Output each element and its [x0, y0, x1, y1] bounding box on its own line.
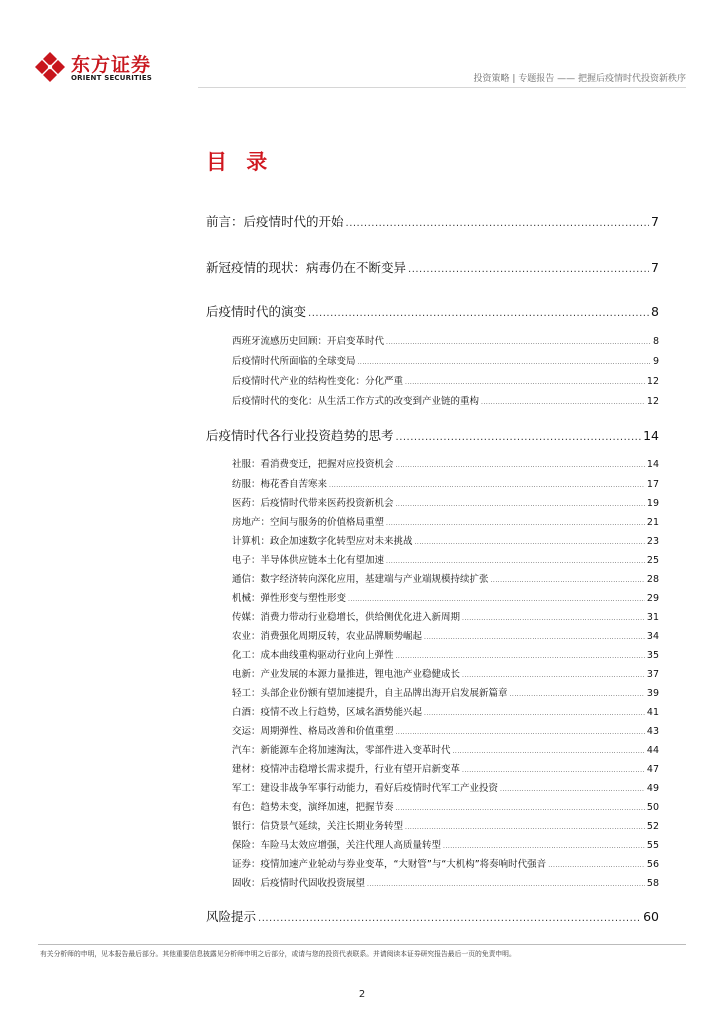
toc-subentry[interactable]: 汽车：新能源车企将加速淘汰，零部件进入变革时代 ..... 44	[232, 742, 659, 756]
toc-subentry[interactable]: 通信：数字经济转向深化应用，基建端与产业端规模持续扩张 ..... 28	[232, 571, 659, 585]
toc-subentry[interactable]: 后疫情时代产业的结构性变化：分化严重 ..... 12	[232, 373, 659, 387]
toc-subentry[interactable]: 后疫情时代所面临的全球变局 ..... 9	[232, 353, 659, 367]
company-logo	[33, 50, 163, 86]
toc-entry[interactable]: 风险提示 ..... 60	[206, 907, 659, 925]
page-header	[0, 0, 724, 90]
toc-subentry[interactable]: 医药：后疫情时代带来医药投资新机会 ..... 19	[232, 495, 659, 509]
toc-title: 目 录	[206, 150, 274, 174]
breadcrumb: 投资策略 | 专题报告 —— 把握后疫情时代投资新秩序	[473, 74, 686, 84]
footer-divider	[38, 944, 686, 945]
toc-entry[interactable]: 后疫情时代的演变 ..... 8	[206, 302, 659, 320]
toc-subentry[interactable]: 机械：弹性形变与塑性形变 ..... 29	[232, 590, 659, 604]
toc-subentry[interactable]: 轻工：头部企业份额有望加速提升，自主品牌出海开启发展新篇章 ..... 39	[232, 685, 659, 699]
toc-subentry[interactable]: 化工：成本曲线重构驱动行业向上弹性 ..... 35	[232, 647, 659, 661]
toc-entry[interactable]: 前言：后疫情时代的开始 ..... 7	[206, 212, 659, 230]
toc-subentry[interactable]: 证券：疫情加速产业轮动与券业变革，“大财管”与“大机构”将奏响时代强音 ..... 56	[232, 856, 659, 870]
toc-subentry[interactable]: 电子：半导体供应链本土化有望加速 ..... 25	[232, 552, 659, 566]
toc-subentry[interactable]: 传媒：消费力带动行业稳增长，供给侧优化进入新周期 ..... 31	[232, 609, 659, 623]
toc-subentry[interactable]: 保险：车险马太效应增强，关注代理人高质量转型 ..... 55	[232, 837, 659, 851]
toc-entry[interactable]: 后疫情时代各行业投资趋势的思考 ..... 14	[206, 426, 659, 444]
logo-english-name: ORIENT SECURITIES	[71, 74, 153, 82]
footer-disclaimer: 有关分析师的申明，见本报告最后部分。其他重要信息披露见分析师申明之后部分，或请与您的投资代表联系。并请阅读本证券研究报告最后一页的免责申明。	[40, 950, 516, 958]
toc-subentry[interactable]: 社服：看消费变迁，把握对应投资机会 ..... 14	[232, 456, 659, 470]
toc-subentry[interactable]: 交运：周期弹性、格局改善和价值重塑 ..... 43	[232, 723, 659, 737]
toc-subentry[interactable]: 纺服：梅花香自苦寒来 ..... 17	[232, 476, 659, 490]
toc-subentry[interactable]: 电新：产业发展的本源力量推进，锂电池产业稳健成长 ..... 37	[232, 666, 659, 680]
toc-subentry[interactable]: 西班牙流感历史回顾：开启变革时代 ..... 8	[232, 333, 659, 347]
logo-chinese-name: 东方证券	[71, 54, 152, 76]
toc-subentry[interactable]: 军工：建设非战争军事行动能力，看好后疫情时代军工产业投资 ..... 49	[232, 780, 659, 794]
toc-subentry[interactable]: 建材：疫情冲击稳增长需求提升，行业有望开启新变革 ..... 47	[232, 761, 659, 775]
toc-subentry[interactable]: 固收：后疫情时代固收投资展望 ..... 58	[232, 875, 659, 889]
toc-subentry[interactable]: 后疫情时代的变化：从生活工作方式的改变到产业链的重构 ..... 12	[232, 393, 659, 407]
toc-subentry[interactable]: 农业：消费强化周期反转，农业品牌顺势崛起 ..... 34	[232, 628, 659, 642]
page-number: 2	[358, 989, 366, 1000]
toc-subentry[interactable]: 计算机：政企加速数字化转型应对未来挑战 ..... 23	[232, 533, 659, 547]
toc-subentry[interactable]: 房地产：空间与服务的价值格局重塑 ..... 21	[232, 514, 659, 528]
toc-subentry[interactable]: 白酒：疫情不改上行趋势，区域名酒势能兴起 ..... 41	[232, 704, 659, 718]
toc-subentry[interactable]: 有色：趋势未变，演绎加速，把握节奏 ..... 50	[232, 799, 659, 813]
toc-subentry[interactable]: 银行：信贷景气延续，关注长期业务转型 ..... 52	[232, 818, 659, 832]
orient-logo-icon	[33, 50, 67, 84]
toc-entry[interactable]: 新冠疫情的现状：病毒仍在不断变异 ..... 7	[206, 258, 659, 276]
header-divider	[198, 87, 686, 88]
